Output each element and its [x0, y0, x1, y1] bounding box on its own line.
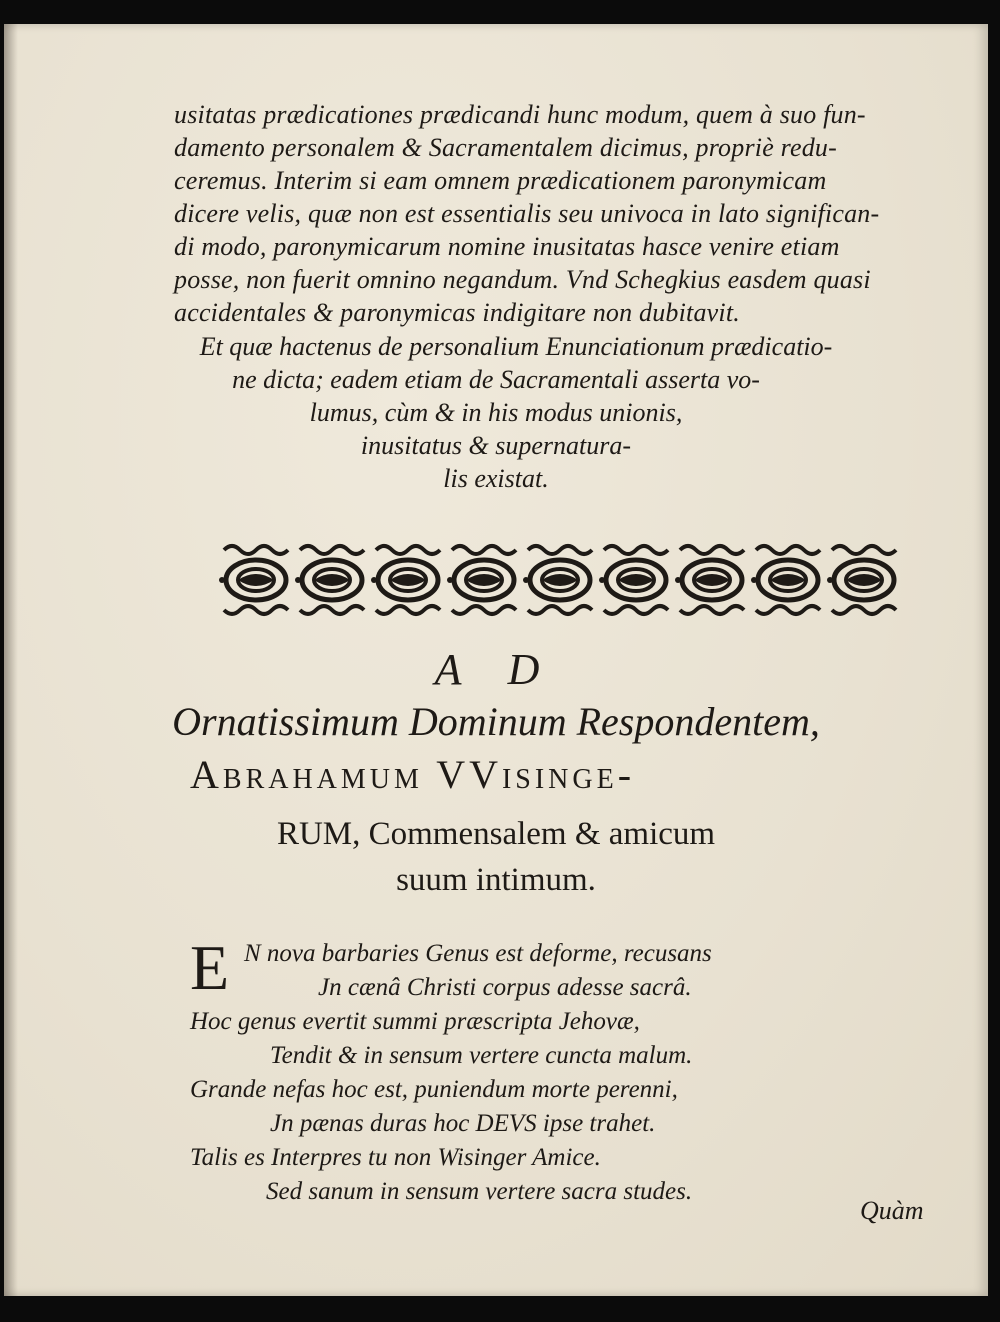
closing-line: ne dicta; eadem etiam de Sacramentali asserta vo- [232, 365, 760, 394]
poem-line: Jn pænas duras hoc DEVS ipse trahet. [270, 1110, 656, 1137]
poem-line: Tendit & in sensum vertere cuncta malum. [270, 1042, 693, 1069]
catchword: Quàm [860, 1196, 924, 1225]
poem-line: Sed sanum in sensum vertere sacra studes. [266, 1178, 693, 1205]
dedication-line-4: suum intimum. [396, 862, 596, 898]
closing-line: inusitatus & supernatura- [360, 431, 632, 460]
dedication-heading-ad: A D [434, 645, 558, 694]
closing-line: lumus, cùm & in his modus unionis, [309, 398, 683, 427]
poem-line: Grande nefas hoc est, puniendum morte perenni, [190, 1076, 678, 1103]
closing-line: lis existat. [443, 464, 549, 493]
dedication-line-2: Abrahamum VVisinge- [190, 752, 636, 797]
ornamental-border-band [218, 538, 902, 622]
prose-line: damento personalem & Sacramentalem dicimus, propriè redu- [174, 133, 837, 162]
prose-line: posse, non fuerit omnino negandum. Vnd Schegkius easdem quasi [174, 265, 871, 294]
prose-line: dicere velis, quæ non est essentialis seu univoca in lato significan- [174, 199, 880, 228]
poem-line: Jn cænâ Christi corpus adesse sacrâ. [318, 974, 692, 1001]
book-page [4, 24, 988, 1296]
poem-line: Talis es Interpres tu non Wisinger Amice. [190, 1144, 601, 1171]
prose-line: di modo, paronymicarum nomine inusitatas hasce venire etiam [174, 232, 840, 261]
prose-line: ceremus. Interim si eam omnem prædicationem paronymicam [174, 166, 827, 195]
prose-line: accidentales & paronymicas indigitare non dubitavit. [174, 298, 740, 327]
dedication-line-1: Ornatissimum Dominum Respondentem, [172, 699, 820, 744]
poem-line: N nova barbaries Genus est deforme, recusans [244, 940, 712, 967]
closing-line: Et quæ hactenus de personalium Enunciationum prædicatio- [199, 332, 833, 361]
poem-line: Hoc genus evertit summi præscripta Jehovæ, [190, 1008, 640, 1035]
poem-dropcap: E [190, 932, 230, 1003]
dedication-line-3: RUM, Commensalem & amicum [276, 816, 716, 852]
prose-line: usitatas prædicationes prædicandi hunc modum, quem à suo fun- [174, 100, 866, 129]
